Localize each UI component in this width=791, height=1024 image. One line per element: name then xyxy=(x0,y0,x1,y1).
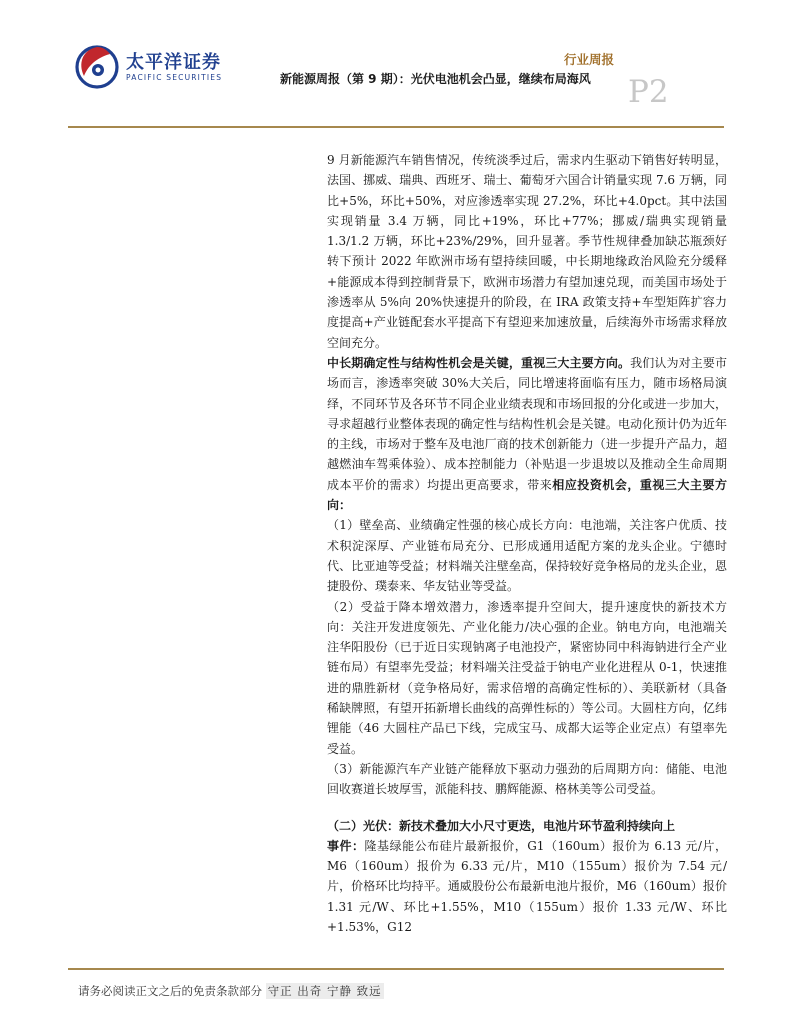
report-body xyxy=(327,150,727,937)
logo-chinese-name: 太平洋证券 xyxy=(126,52,221,73)
logo-english-name: PACIFIC SECURITIES xyxy=(126,73,223,82)
paragraph-direction-3: （3）新能源汽车产业链产能释放下驱动力强劲的后周期方向：储能、电池回收赛道长坡厚雪，派能科技、鹏辉能源、格林美等公司受益。 xyxy=(327,761,727,797)
paragraph-three-directions xyxy=(327,353,727,515)
event-text: 隆基绿能公布硅片最新报价，G1（160um）报价为 6.13 元/片，M6（160um）报价为 6.33 元/片，M10（155um）报价为 7.54 元/片，价格环比均持平。通威股份公布最新电池片报价，M6（160um）报价 1.31 元/W、环比+1.55%，M10（155um）报价 1.33 元/W、环比+1.53%，G12 xyxy=(327,838,727,934)
paragraph-ev-sales: 9 月新能源汽车销售情况，传统淡季过后，需求内生驱动下销售好转明显，法国、挪威、瑞典、西班牙、瑞士、葡萄牙六国合计销量实现 7.6 万辆，同比+5%，环比+50%，对应渗透率实现 27.2%，环比+4.0pct。其中法国实现销量 3.4 万辆，同比+19%，环比+77%；挪威/瑞典实现销量 1.3/1.2 万辆，环比+23%/29%，回升显著。季节性规律叠加缺芯瓶颈好转下预计 2022 年欧洲市场有望持续回暖，中长期地缘政治风险充分缓释+能源成本得到控制背景下，欧洲市场潜力有望加速兑现，而美国市场处于渗透率从 5%向 20%快速提升的阶段，在 IRA 政策支持+车型矩阵扩容力度提高+产业链配套水平提高下有望迎来加速放量，后续海外市场需求释放空间充分。 xyxy=(327,153,727,350)
section-title-pv: （二）光伏：新技术叠加大小尺寸更迭，电池片环节盈利持续向上 xyxy=(327,818,676,833)
paragraph-direction-2: （2）受益于降本增效潜力，渗透率提升空间大，提升速度快的新技术方向：关注开发进度领先、产业化能力/决心强的企业。钠电方向，电池端关注华阳股份（已于近日实现钠离子电池投产，紧密协同中科海钠进行全产业链布局）有望率先受益；材料端关注受益于钠电产业化进程从 0-1，快速推进的鼎胜新材（竞争格局好，需求倍增的高确定性标的）、美联新材（具备稀缺牌照，有望开拓新增长曲线的高弹性标的）等公司。大圆柱方向，亿纬锂能（46 大圆柱产品已下线，完成宝马、成都大运等企业定点）有望率先受益。 xyxy=(327,599,727,756)
paragraph-event xyxy=(327,836,727,937)
footer-motto: 守正 出奇 宁静 致远 xyxy=(267,984,382,998)
paragraph-direction-1: （1）壁垒高、业绩确定性强的核心成长方向：电池端，关注客户优质、技术积淀深厚、产业链布局充分、已形成通用适配方案的龙头企业。宁德时代、比亚迪等受益；材料端关注壁垒高，保持较好竞争格局的龙头企业，恩捷股份、璞泰来、华友钴业等受益。 xyxy=(327,518,727,594)
footer-divider xyxy=(68,968,724,970)
company-logo xyxy=(74,44,234,94)
footer-disclaimer: 请务必阅读正文之后的免责条款部分 xyxy=(78,984,262,998)
paragraph-lead: 中长期确定性与结构性机会是关键，重视三大主要方向。 xyxy=(327,355,631,370)
paragraph-text: 我们认为对主要市场而言，渗透率突破 30%大关后，同比增速将面临有压力，随市场格局演绎，不同环节及各环节不同企业业绩表现和市场回报的分化或进一步加大，寻求超越行业整体表现的确定性与结构性机会是关键。电动化预计仍为近年的主线，市场对于整车及电池厂商的技术创新能力（进一步提升产品力，超越燃油车驾乘体验）、成本控制能力（补贴退一步退坡以及推动全生命周期成本平价的需求）均提出更高要求，带来 xyxy=(327,355,727,492)
page-number: P2 xyxy=(628,74,669,110)
report-title: 新能源周报（第 9 期）：光伏电池机会凸显，继续布局海风 xyxy=(280,72,591,86)
footer xyxy=(78,983,384,999)
header-divider xyxy=(68,126,724,128)
pacific-logo-icon xyxy=(74,44,120,90)
paragraph-lead-end: 相应投资机会，重视三大主要方向： xyxy=(327,477,727,513)
report-category: 行业周报 xyxy=(563,52,614,67)
event-label: 事件： xyxy=(327,838,365,853)
